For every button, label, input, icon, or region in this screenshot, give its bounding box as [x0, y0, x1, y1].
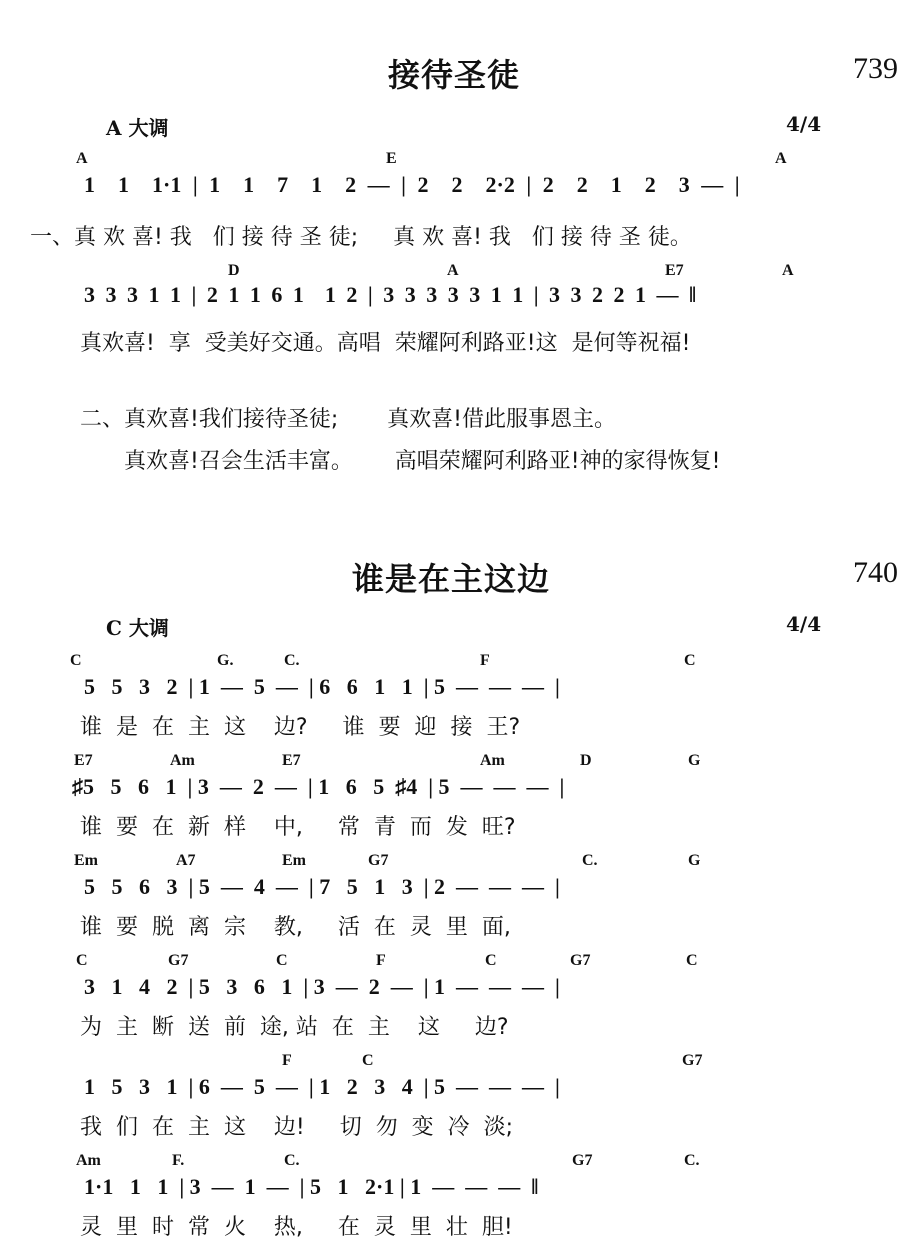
- chord-label: A: [447, 262, 459, 279]
- verse-2-line: 真欢喜!召会生活丰富。 高唱荣耀阿利路亚!神的家得恢复!: [124, 449, 721, 474]
- lyrics: 我 们 在 主 这 边! 切 勿 变 冷 淡;: [80, 1115, 514, 1140]
- song-title: 接待圣徒: [388, 56, 521, 94]
- chord-label: D: [228, 262, 240, 279]
- notation: 5 5 3 2 | 1 — 5 — | 6 6 1 1 | 5 — — — |: [84, 674, 560, 699]
- chord-label: E: [386, 150, 397, 167]
- notation: 1 1 1·1 | 1 1 7 1 2 — | 2 2 2·2 | 2 2 1 2 3 — |: [84, 172, 740, 197]
- chord-label: A: [76, 150, 88, 167]
- lyrics: 灵 里 时 常 火 热, 在 灵 里 壮 胆!: [80, 1215, 513, 1240]
- score-line: [0, 150, 910, 250]
- hymn-number: 740: [853, 556, 898, 589]
- chord-label: C.: [582, 852, 598, 869]
- lyrics: 为 主 断 送 前 途, 站 在 主 这 边?: [80, 1015, 509, 1040]
- score-line: [0, 1052, 910, 1147]
- score-line: [0, 262, 910, 362]
- chord-label: G: [688, 852, 701, 869]
- chord-label: G7: [368, 852, 389, 869]
- score-line: [0, 1152, 910, 1247]
- chord-label: E7: [665, 262, 684, 279]
- chord-label: G7: [168, 952, 189, 969]
- chord-label: C.: [284, 652, 300, 669]
- chord-label: Em: [74, 852, 98, 869]
- notation: 3 1 4 2 | 5 3 6 1 | 3 — 2 — | 1 — — — |: [84, 974, 560, 999]
- chord-label: F.: [172, 1152, 185, 1169]
- chord-label: C: [362, 1052, 374, 1069]
- lyrics: 谁 要 在 新 样 中, 常 青 而 发 旺?: [80, 815, 516, 840]
- chord-label: C.: [684, 1152, 700, 1169]
- chord-label: E7: [74, 752, 93, 769]
- chord-label: G7: [682, 1052, 703, 1069]
- chord-label: A: [775, 150, 787, 167]
- chord-label: Am: [170, 752, 195, 769]
- lyrics: 一、真 欢 喜! 我 们 接 待 圣 徒; 真 欢 喜! 我 们 接 待 圣 徒。: [30, 225, 692, 250]
- time-signature: 4/4: [786, 612, 822, 636]
- song-title: 谁是在主这边: [352, 560, 551, 598]
- chord-label: C: [684, 652, 696, 669]
- hymn-number: 739: [853, 52, 898, 85]
- chord-label: C.: [284, 1152, 300, 1169]
- score-line: [0, 952, 910, 1047]
- chord-label: C: [485, 952, 497, 969]
- time-signature: 4/4: [786, 112, 822, 136]
- chord-label: E7: [282, 752, 301, 769]
- key-signature: C 大调: [106, 616, 169, 640]
- lyrics: 真欢喜! 享 受美好交通。高唱 荣耀阿利路亚!这 是何等祝福!: [80, 331, 691, 356]
- notation: 1 5 3 1 | 6 — 5 — | 1 2 3 4 | 5 — — — |: [84, 1074, 560, 1099]
- notation: ♯5 5 6 1 | 3 — 2 — | 1 6 5 ♯4 | 5 — — — |: [72, 774, 565, 799]
- chord-label: A: [782, 262, 794, 279]
- chord-label: G.: [217, 652, 234, 669]
- chord-label: F: [480, 652, 490, 669]
- chord-label: F: [376, 952, 386, 969]
- notation: 1·1 1 1 | 3 — 1 — | 5 1 2·1 | 1 — — — ‖: [84, 1174, 539, 1199]
- key-signature: A 大调: [106, 116, 169, 140]
- chord-label: G: [688, 752, 701, 769]
- chord-label: D: [580, 752, 592, 769]
- notation: 5 5 6 3 | 5 — 4 — | 7 5 1 3 | 2 — — — |: [84, 874, 560, 899]
- score-line: [0, 852, 910, 947]
- chord-label: C: [276, 952, 288, 969]
- lyrics: 谁 要 脱 离 宗 教, 活 在 灵 里 面,: [80, 915, 511, 940]
- chord-label: C: [686, 952, 698, 969]
- chord-label: A7: [176, 852, 196, 869]
- chord-label: Am: [76, 1152, 101, 1169]
- chord-label: Am: [480, 752, 505, 769]
- chord-label: G7: [570, 952, 591, 969]
- lyrics: 谁 是 在 主 这 边? 谁 要 迎 接 王?: [80, 715, 521, 740]
- chord-label: G7: [572, 1152, 593, 1169]
- score-line: [0, 652, 910, 747]
- chord-label: Em: [282, 852, 306, 869]
- chord-label: C: [70, 652, 82, 669]
- notation: 3 3 3 1 1 | 2 1 1 6 1 1 2 | 3 3 3 3 3 1 1 | 3 3 2 2 1 — ‖: [84, 282, 697, 307]
- verse-2-line: 二、真欢喜!我们接待圣徒; 真欢喜!借此服事恩主。: [80, 407, 617, 432]
- score-line: [0, 752, 910, 847]
- chord-label: C: [76, 952, 88, 969]
- chord-label: F: [282, 1052, 292, 1069]
